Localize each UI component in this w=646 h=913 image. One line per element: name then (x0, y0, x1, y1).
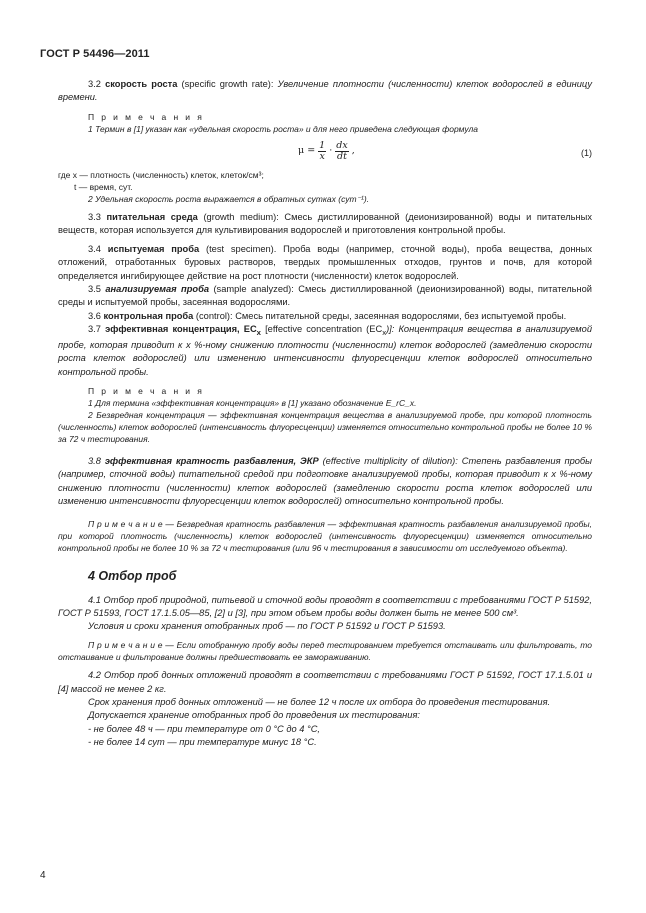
def-number: 3.5 (88, 284, 101, 295)
definition-3-2 (58, 78, 592, 105)
paragraph-4-2-allowed: Допускается хранение отобранных проб до проведения их тестирования: (88, 710, 421, 721)
def-number: 3.7 (88, 323, 101, 334)
fraction-2 (335, 141, 348, 162)
definition-3-8 (58, 455, 592, 508)
def-term: скорость роста (105, 79, 178, 89)
def-term: эффективная кратность разбавления, ЭКР (104, 456, 319, 467)
def-text: )]: Концентрация вещества в анализируемой пробе, которая приводит к x %-ному снижению плотности (численности) клеток водорослей (замедлению скорости роста клеток водорослей) или изменению интенсивности флуоресценции клеток водорослей относительно контрольной пробы. (58, 323, 593, 377)
list-item: - не более 48 ч — при температуре от 0 °С до 4 °С, (88, 723, 320, 734)
def-text: [effective concentration (EC (260, 323, 383, 334)
paragraph-4-1-storage: Условия и сроки хранения отобранных проб — по ГОСТ Р 51592 и ГОСТ Р 51593. (88, 621, 446, 632)
paragraph-4-2-storage: Срок хранения проб донных отложений — не более 12 ч после их отбора до проведения тестирования. (88, 696, 551, 707)
note-3-8: П р и м е ч а н и е — Безвредная кратность разбавления — эффективная кратность разбавления анализируемой пробы, при которой плотность (численность) клеток водорослей (интенсивность флуоресценции) изменяется относительно контрольной пробы не более 10 % за 72 ч тестирования (или 96 ч тестирования в зависимости от исследуемого объекта). (58, 519, 592, 554)
def-term: эффективная концентрация, EC (105, 323, 257, 334)
definition-3-7 (58, 323, 592, 379)
paragraph-4-1: 4.1 Отбор проб природной, питьевой и сточной воды проводят в соответствии с требованиями ГОСТ Р 51592, ГОСТ Р 51593, ГОСТ 17.1.5.05—85, [2] и [3], при этом объем пробы воды должен быть не менее 500 см³. (58, 594, 592, 618)
note-2: 2 Удельная скорость роста выражается в обратных сутках (сут⁻¹). (88, 193, 370, 204)
def-text: Увеличение плотности (численности) клеток водорослей в единицу времени. (58, 79, 592, 103)
note-heading: П р и м е ч а н и я (88, 111, 205, 122)
fraction-numerator: 1 (319, 139, 326, 151)
definition-3-3 (58, 211, 592, 238)
formula-1 (58, 141, 592, 167)
note-heading: П р и м е ч а н и я (88, 386, 205, 397)
def-number: 3.6 (88, 310, 101, 321)
note-3-7-1: 1 Для термина «эффективная концентрация» в [1] указано обозначение E_rC_x. (88, 398, 417, 409)
where-x: где x — плотность (численность) клеток, клеток/см³; (58, 169, 264, 180)
def-term: анализируемая проба (105, 284, 210, 295)
def-text: (sample analyzed): Смесь дистиллированной (деионизированной) воды, питательной среды и испытуемой пробы, засеянная водорослями. (58, 284, 593, 308)
document-body (58, 78, 592, 749)
where-t: t — время, сут. (74, 181, 133, 192)
def-number: 3.4 (88, 244, 101, 255)
def-number: 3.3 (88, 211, 101, 222)
def-number: 3.2 (88, 79, 101, 89)
note-3-7-2: 2 Безвредная концентрация — эффективная концентрация вещества в анализируемой пробе, при которой плотность (численность) клеток водорослей (интенсивность флуоресценции) изменяется относительно контрольной пробы не более 10 % за 72 ч тестирования. (58, 410, 592, 445)
def-text: (growth medium): Смесь дистиллированной (деионизированной) воды и питательных веществ, которая используется для культивирования водорослей и приготовления контрольной пробы. (58, 211, 592, 235)
formula-mu: μ = (298, 145, 316, 157)
fraction-numerator: dx (336, 139, 348, 151)
def-text: (test specimen). Проба воды (например, сточной воды), проба вещества, донных отложений, отработанных буровых растворов, твердых промышленных отходов, грунтов и почв, для которой определяется ингибирующее действие на рост плотности (численности) клеток водорослей. (58, 244, 593, 281)
definition-3-6 (58, 310, 592, 323)
note-1: 1 Термин в [1] указан как «удельная скорость роста» и для него приведена следующая формула (88, 123, 479, 134)
def-en: (specific growth rate): (177, 79, 278, 89)
paragraph-4-2: 4.2 Отбор проб донных отложений проводят в соответствии с требованиями ГОСТ Р 51592, ГОСТ 17.1.5.01 и [4] массой не менее 2 кг. (58, 670, 592, 694)
formula-tail: , (351, 145, 355, 157)
formula-expression: μ = $\frac{1}{x}$ · $\frac{dx}{dt}$ , (298, 139, 355, 162)
list-item: - не более 14 сут — при температуре минус 18 °С. (88, 736, 317, 747)
page-number: 4 (40, 870, 46, 881)
def-term: питательная среда (106, 211, 198, 222)
def-term: испытуемая проба (107, 244, 200, 255)
def-term: контрольная проба (103, 310, 194, 321)
def-text: (effective multiplicity of dilution): Степень разбавления пробы (например, сточной воды) питательной средой при подготовке анализируемой пробы, которая приводит к x %-ному снижению плотности (численности) клеток водорослей (замедлению скорости роста клеток водорослей или изменению интенсивности флуоресценции клеток водорослей) относительно контрольной пробы. (58, 456, 592, 506)
fraction-1 (318, 141, 326, 162)
fraction-denominator: x (319, 150, 325, 162)
document-header: ГОСТ Р 54496—2011 (40, 48, 150, 60)
section-title: 4 Отбор проб (88, 569, 177, 584)
equation-number: (1) (581, 147, 592, 158)
def-text: (control): Смесь питательной среды, засеянная водорослями, без испытуемой пробы. (193, 310, 567, 321)
definition-3-4 (58, 243, 592, 283)
def-subscript: x (382, 327, 387, 337)
definition-3-5 (58, 283, 592, 310)
def-subscript: x (256, 327, 261, 337)
def-number: 3.8 (88, 456, 101, 467)
note-4-1: П р и м е ч а н и е — Если отобранную пробу воды перед тестированием требуется отстаивать или фильтровать, то отстаивание и фильтрование должны предшествовать ее замораживанию. (58, 640, 592, 663)
fraction-denominator: dt (337, 150, 347, 162)
